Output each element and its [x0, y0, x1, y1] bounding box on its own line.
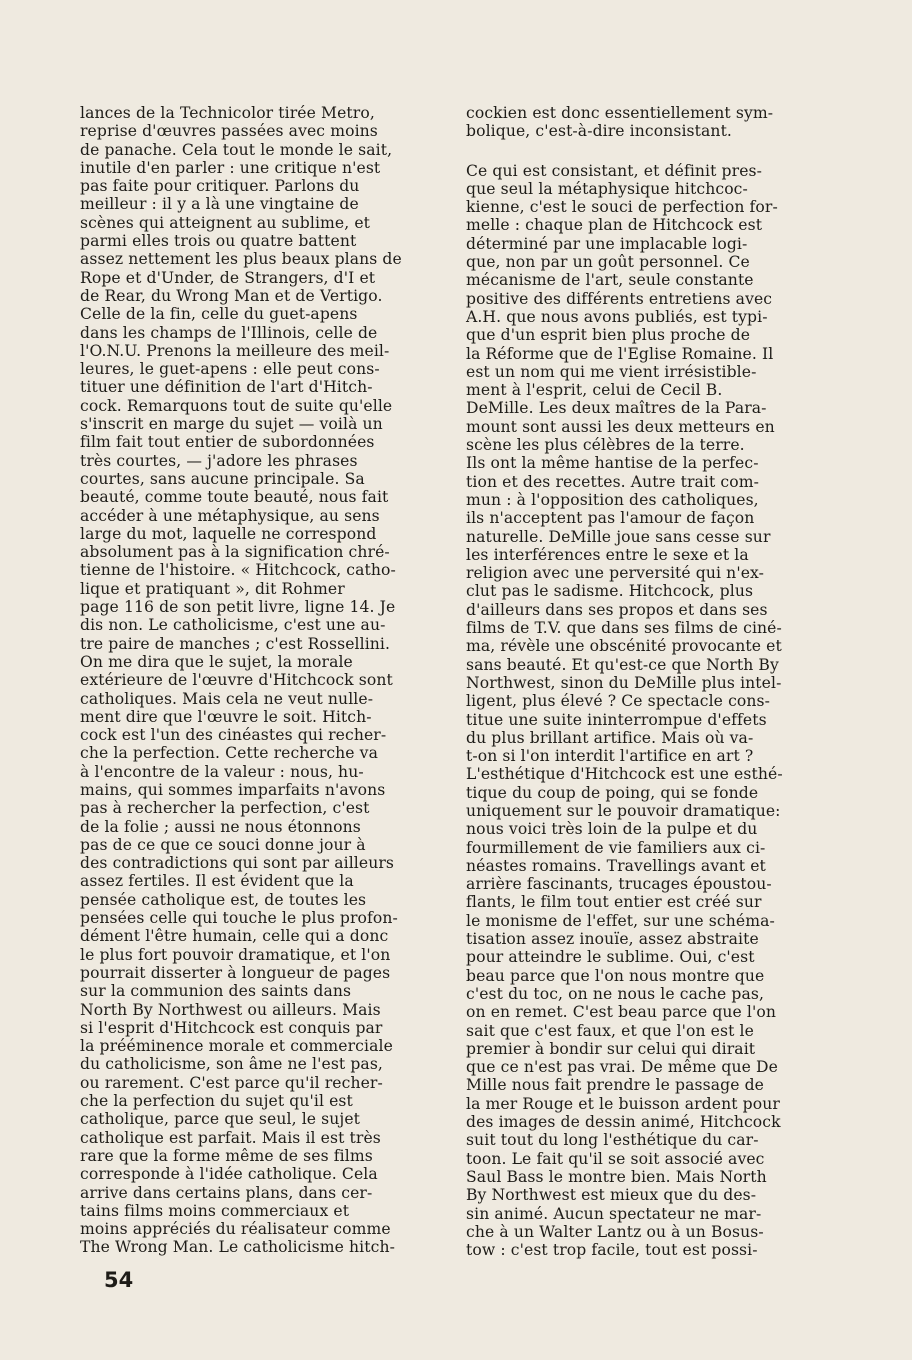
text-line: moins appréciés du réalisateur comme	[80, 1220, 391, 1239]
text-line: sin animé. Aucun spectateur ne mar-	[466, 1204, 762, 1223]
text-line: pensée catholique est, de toutes les	[80, 890, 367, 909]
text-line: A.H. que nous avons publiés, est typi-	[466, 307, 768, 326]
left-text-column	[80, 104, 458, 1257]
text-line: de Rear, du Wrong Man et de Vertigo.	[80, 286, 383, 305]
text-line: pourrait disserter à longueur de pages	[80, 963, 391, 982]
text-line: bolique, c'est-à-dire inconsistant.	[466, 122, 732, 141]
text-line: courtes, sans aucune principale. Sa	[80, 469, 365, 488]
text-line: s'inscrit en marge du sujet — voilà un	[80, 415, 383, 434]
text-line: lances de la Technicolor tirée Metro,	[80, 104, 375, 122]
text-line: Ce qui est consistant, et définit pres-	[466, 161, 762, 180]
text-line: pas de ce que ce souci donne jour à	[80, 835, 366, 854]
text-line: Saul Bass le montre bien. Mais North	[466, 1167, 767, 1186]
text-line: sait que c'est faux, et que l'on est le	[466, 1021, 754, 1040]
text-line: Rope et d'Under, de Strangers, d'I et	[80, 268, 376, 287]
text-line: religion avec une perversité qui n'ex-	[466, 564, 765, 583]
text-line: la Réforme que de l'Eglise Romaine. Il	[466, 344, 774, 363]
text-line: cockien est donc essentiellement sym-	[466, 104, 774, 122]
text-line: tow : c'est trop facile, tout est possi-	[466, 1241, 758, 1260]
text-line: ment dire que l'œuvre le soit. Hitch-	[80, 707, 372, 726]
text-line: corresponde à l'idée catholique. Cela	[80, 1165, 378, 1184]
text-line: pensées celle qui touche le plus profon-	[80, 909, 398, 928]
text-line: flants, le film tout entier est créé sur	[466, 893, 762, 912]
text-line: catholique, parce que seul, le sujet	[80, 1110, 361, 1129]
text-line: L'esthétique d'Hitchcock est une esthé-	[466, 765, 783, 784]
text-line: scène les plus célèbres de la terre.	[466, 436, 745, 455]
text-line: tique du coup de poing, qui se fonde	[466, 783, 759, 802]
text-line: kienne, c'est le souci de perfection for-	[466, 198, 778, 217]
text-line: d'ailleurs dans ses propos et dans ses	[466, 600, 768, 619]
text-line: melle : chaque plan de Hitchcock est	[466, 216, 763, 235]
text-line: cock est l'un des cinéastes qui recher-	[80, 726, 387, 745]
text-line: films de T.V. que dans ses films de ciné-	[466, 619, 782, 638]
text-line: rare que la forme même de ses films	[80, 1146, 373, 1165]
text-line: que seul la métaphysique hitchcoc-	[466, 179, 748, 198]
text-line: la prééminence morale et commerciale	[80, 1037, 393, 1056]
text-line: scènes qui atteignent au sublime, et	[80, 213, 371, 232]
text-line: dans les champs de l'Illinois, celle de	[80, 323, 378, 342]
text-line: mount sont aussi les deux metteurs en	[466, 417, 775, 436]
text-line: absolument pas à la signification chré-	[80, 543, 390, 562]
text-line: titue une suite ininterrompue d'effets	[466, 710, 767, 729]
text-line: dément l'être humain, celle qui a donc	[80, 927, 389, 946]
text-line: uniquement sur le pouvoir dramatique:	[466, 801, 781, 820]
text-line: sans beauté. Et qu'est-ce que North By	[466, 655, 779, 674]
text-line: meilleur : il y a là une vingtaine de	[80, 195, 359, 214]
text-line: page 116 de son petit livre, ligne 14. Je	[80, 598, 396, 617]
text-line: on en remet. C'est beau parce que l'on	[466, 1003, 777, 1022]
text-line: pas à rechercher la perfection, c'est	[80, 799, 370, 818]
text-line: déterminé par une implacable logi-	[466, 234, 748, 253]
text-line: de la folie ; aussi ne nous étonnons	[80, 817, 361, 836]
text-line: ligent, plus élevé ? Ce spectacle cons-	[466, 692, 771, 711]
text-line: assez nettement les plus beaux plans de	[80, 250, 402, 269]
text-line: mun : à l'opposition des catholiques,	[466, 490, 759, 509]
paragraph-gap	[466, 141, 838, 162]
text-line: assez fertiles. Il est évident que la	[80, 872, 354, 891]
text-line: de panache. Cela tout le monde le sait,	[80, 140, 393, 159]
text-line: cock. Remarquons tout de suite qu'elle	[80, 396, 393, 415]
text-line: ment à l'esprit, celui de Cecil B.	[466, 381, 723, 400]
text-line: à l'encontre de la valeur : nous, hu-	[80, 762, 364, 781]
text-line: reprise d'œuvres passées avec moins	[80, 122, 378, 141]
text-line: parmi elles trois ou quatre battent	[80, 232, 357, 251]
text-line: film fait tout entier de subordonnées	[80, 433, 375, 452]
text-line: nous voici très loin de la pulpe et du	[466, 820, 758, 839]
text-line: catholiques. Mais cela ne veut nulle-	[80, 689, 374, 708]
text-line: t-on si l'on interdit l'artifice en art ?	[466, 747, 754, 766]
text-line: que ce n'est pas vrai. De même que De	[466, 1058, 778, 1077]
text-line: mécanisme de l'art, seule constante	[466, 271, 754, 290]
text-line: By Northwest est mieux que du des-	[466, 1186, 757, 1205]
text-line: des contradictions qui sont par ailleurs	[80, 854, 395, 873]
text-line: du catholicisme, son âme ne l'est pas,	[80, 1055, 383, 1074]
text-line: arrive dans certains plans, dans cer-	[80, 1183, 373, 1202]
right-text-column	[466, 104, 838, 1259]
text-line: les interférences entre le sexe et la	[466, 545, 749, 564]
text-line: très courtes, — j'adore les phrases	[80, 451, 358, 470]
text-line: pour atteindre le sublime. Oui, c'est	[466, 948, 755, 967]
text-line: le plus fort pouvoir dramatique, et l'on	[80, 945, 391, 964]
text-line: Northwest, sinon du DeMille plus intel-	[466, 673, 782, 692]
text-line: che à un Walter Lantz ou à un Bosus-	[466, 1222, 764, 1241]
text-line: pas faite pour critiquer. Parlons du	[80, 177, 360, 196]
text-line: leures, le guet-apens : elle peut cons-	[80, 360, 380, 379]
text-line: sur la communion des saints dans	[80, 982, 352, 1001]
text-line: Mille nous fait prendre le passage de	[466, 1076, 764, 1095]
text-line: accéder à une métaphysique, au sens	[80, 506, 380, 525]
text-line: positive des différents entretiens avec	[466, 289, 773, 308]
text-line: suit tout du long l'esthétique du car-	[466, 1131, 759, 1150]
text-line: toon. Le fait qu'il se soit associé avec	[466, 1149, 765, 1168]
text-line: premier à bondir sur celui qui dirait	[466, 1039, 756, 1058]
text-line: Ils ont la même hantise de la perfec-	[466, 454, 759, 473]
text-line: clut pas le sadisme. Hitchcock, plus	[466, 582, 754, 601]
text-line: mains, qui sommes imparfaits n'avons	[80, 780, 386, 799]
text-line: tituer une définition de l'art d'Hitch-	[80, 378, 373, 397]
text-line: que, non par un goût personnel. Ce	[466, 253, 750, 272]
text-line: large du mot, laquelle ne correspond	[80, 524, 377, 543]
text-line: Celle de la fin, celle du guet-apens	[80, 305, 358, 324]
text-line: The Wrong Man. Le catholicisme hitch-	[80, 1238, 395, 1257]
text-line: la mer Rouge et le buisson ardent pour	[466, 1094, 780, 1113]
text-line: dis non. Le catholicisme, c'est une au-	[80, 616, 386, 635]
text-line: l'O.N.U. Prenons la meilleure des meil-	[80, 341, 390, 360]
text-line: extérieure de l'œuvre d'Hitchcock sont	[80, 671, 393, 690]
text-line: arrière fascinants, trucages époustou-	[466, 875, 772, 894]
text-line: des images de dessin animé, Hitchcock	[466, 1113, 781, 1132]
text-line: tains films moins commerciaux et	[80, 1201, 350, 1220]
text-line: si l'esprit d'Hitchcock est conquis par	[80, 1018, 383, 1037]
text-line: che la perfection du sujet qu'il est	[80, 1092, 353, 1111]
text-line: On me dira que le sujet, la morale	[80, 652, 353, 671]
text-line: néastes romains. Travellings avant et	[466, 856, 766, 875]
text-line: tisation assez inouïe, assez abstraite	[466, 930, 759, 949]
text-line: beauté, comme toute beauté, nous fait	[80, 488, 389, 507]
text-line: c'est du toc, on ne nous le cache pas,	[466, 984, 765, 1003]
text-line: lique et pratiquant », dit Rohmer	[80, 579, 345, 598]
text-line: catholique est parfait. Mais il est très	[80, 1128, 381, 1147]
text-line: ma, révèle une obscénité provocante et	[466, 637, 782, 656]
text-line: DeMille. Les deux maîtres de la Para-	[466, 399, 767, 418]
text-line: inutile d'en parler : une critique n'est	[80, 158, 381, 177]
text-line: ou rarement. C'est parce qu'il recher-	[80, 1073, 383, 1092]
text-line: che la perfection. Cette recherche va	[80, 744, 378, 763]
text-line: tre paire de manches ; c'est Rossellini.	[80, 634, 391, 653]
text-line: le monisme de l'effet, sur une schéma-	[466, 911, 775, 930]
text-line: que d'un esprit bien plus proche de	[466, 326, 751, 345]
text-line: tion et des recettes. Autre trait com-	[466, 472, 759, 491]
text-line: fourmillement de vie familiers aux ci-	[466, 838, 766, 857]
text-line: ils n'acceptent pas l'amour de façon	[466, 509, 755, 528]
text-line: beau parce que l'on nous montre que	[466, 966, 765, 985]
text-line: tienne de l'histoire. « Hitchcock, catho-	[80, 561, 396, 580]
text-line: du plus brillant artifice. Mais où va-	[466, 728, 754, 747]
text-line: North By Northwest ou ailleurs. Mais	[80, 1000, 381, 1019]
text-line: naturelle. DeMille joue sans cesse sur	[466, 527, 771, 546]
page-number: 54	[104, 1268, 134, 1292]
text-line: est un nom qui me vient irrésistible-	[466, 362, 757, 381]
